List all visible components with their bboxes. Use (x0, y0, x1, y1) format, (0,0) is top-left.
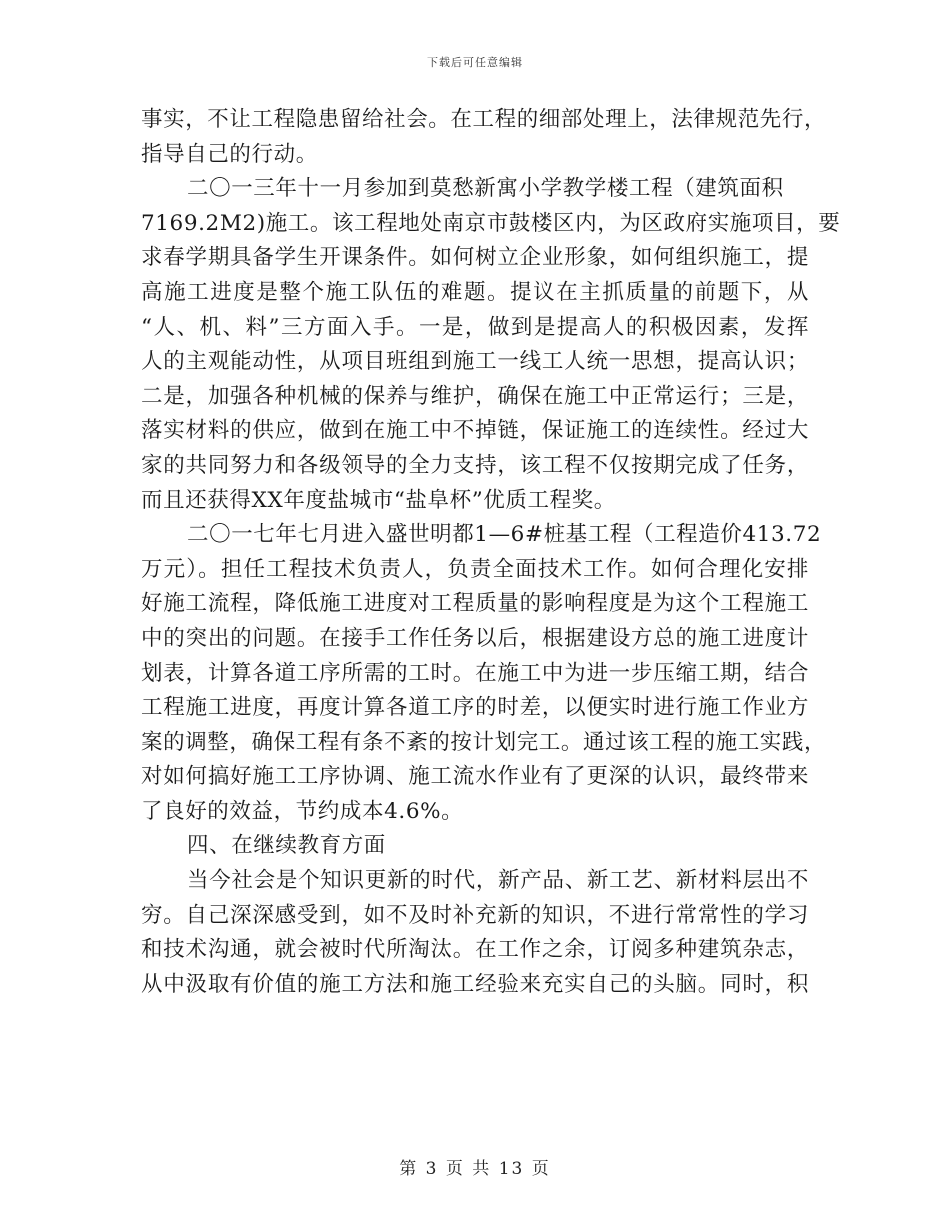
text-line: 穷。自己深深感受到，如不及时补充新的知识，不进行常常性的学习 (141, 902, 809, 928)
text-line: 工程施工进度，再度计算各道工序的时差，以便实时进行施工作业方 (141, 695, 809, 721)
text-line: 从中汲取有价值的施工方法和施工经验来充实自己的头脑。同时，积 (141, 971, 809, 997)
text-line: 7169.2M2)施工。该工程地处南京市鼓楼区内，为区政府实施项目，要 (141, 210, 841, 236)
text-line: 指导自己的行动。 (141, 141, 318, 167)
text-line: 二是，加强各种机械的保养与维护，确保在施工中正常运行；三是， (141, 383, 809, 409)
text-line: 了良好的效益，节约成本4.6%。 (141, 798, 464, 824)
text-line: 求春学期具备学生开课条件。如何树立企业形象，如何组织施工，提 (141, 245, 809, 271)
text-line: 二〇一三年十一月参加到莫愁新寓小学教学楼工程（建筑面积 (187, 176, 784, 202)
section-heading: 四、在继续教育方面 (187, 833, 386, 859)
text-line: 二〇一七年七月进入盛世明都1—6#桩基工程（工程造价413.72 (187, 522, 822, 548)
text-line: 而且还获得XX年度盐城市“盐阜杯”优质工程奖。 (141, 487, 616, 513)
text-line: 人的主观能动性，从项目班组到施工一线工人统一思想，提高认识； (141, 349, 809, 375)
text-line: 中的突出的问题。在接手工作任务以后，根据建设方总的施工进度计 (141, 625, 809, 651)
text-line: 家的共同努力和各级领导的全力支持，该工程不仅按期完成了任务， (141, 452, 809, 478)
text-line: 和技术沟通，就会被时代所淘汰。在工作之余，订阅多种建筑杂志， (141, 937, 809, 963)
text-line: 对如何搞好施工工序协调、施工流水作业有了更深的认识，最终带来 (141, 764, 809, 790)
text-line: 好施工流程，降低施工进度对工程质量的影响程度是为这个工程施工 (141, 591, 809, 617)
document-body (141, 103, 841, 1002)
page-number: 第 3 页 共 13 页 (399, 1159, 551, 1179)
text-line: 落实材料的供应，做到在施工中不掉链，保证施工的连续性。经过大 (141, 418, 809, 444)
text-line: 当今社会是个知识更新的时代，新产品、新工艺、新材料层出不 (187, 868, 809, 894)
text-line: 划表，计算各道工序所需的工时。在施工中为进一步压缩工期，结合 (141, 660, 809, 686)
text-line: 案的调整，确保工程有条不紊的按计划完工。通过该工程的施工实践， (141, 729, 827, 755)
text-line: 事实，不让工程隐患留给社会。在工程的细部处理上，法律规范先行， (141, 107, 827, 132)
text-line: 万元）。担任工程技术负责人，负责全面技术工作。如何合理化安排 (141, 556, 809, 582)
page-header: 下载后可任意编辑 (427, 56, 523, 69)
text-line: 高施工进度是整个施工队伍的难题。提议在主抓质量的前题下，从 (141, 279, 809, 305)
text-line: “人、机、料”三方面入手。一是，做到是提高人的积极因素，发挥 (141, 314, 809, 340)
